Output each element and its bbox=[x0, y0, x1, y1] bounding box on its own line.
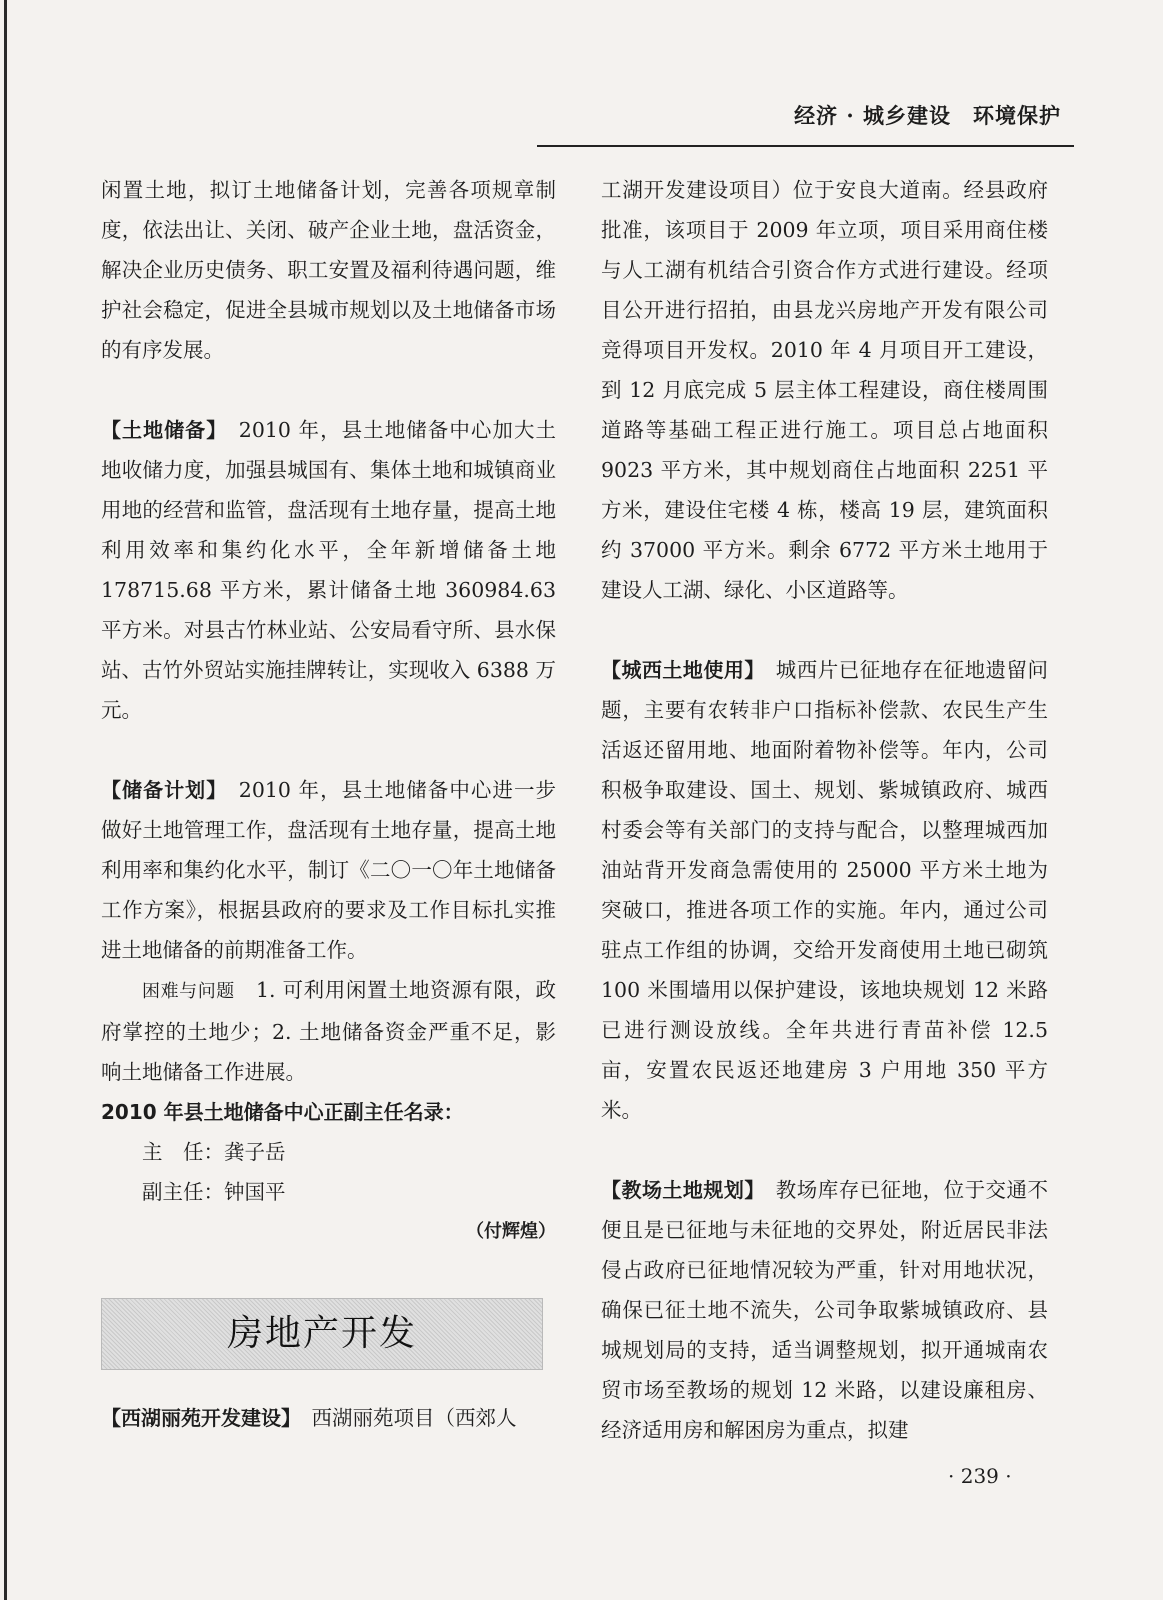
reserve-plan-title: 【储备计划】 bbox=[101, 778, 218, 802]
left-column bbox=[101, 170, 556, 1438]
xihu-title: 【西湖丽苑开发建设】 bbox=[101, 1406, 291, 1430]
xihu-continued-paragraph: 工湖开发建设项目）位于安良大道南。经县政府批准，该项目于 2009 年立项，项目采用商住楼与人工湖有机结合引资合作方式进行建设。经项目公开进行招拍，由县龙兴房地产开发有限公司竞得项目开发权。2010 年 4 月项目开工建设，到 12 月底完成 5 层主体工程建设，商住楼周围道路等基础工程正进行施工。项目总占地面积 9023 平方米，其中规划商住占地面积 2251 平方米，建设住宅楼 4 栋，楼高 19 层，建筑面积约 37000 平方米。剩余 6772 平方米土地用于建设人工湖、绿化、小区道路等。 bbox=[601, 178, 1048, 602]
xihu-paragraph bbox=[101, 1398, 556, 1438]
land-reserve-paragraph bbox=[101, 410, 556, 730]
chengxi-paragraph bbox=[601, 650, 1048, 1130]
chengxi-text: 城西片已征地存在征地遗留问题，主要有农转非户口指标补偿款、农民生产生活返还留用地、地面附着物补偿等。年内，公司积极争取建设、国土、规划、紫城镇政府、城西村委会等有关部门的支持与配合，以整理城西加油站背开发商急需使用的 25000 平方米土地为突破口，推进各项工作的实施。年内，通过公司驻点工作组的协调，交给开发商使用土地已砌筑 100 米围墙用以保护建设，该地块规划 12 米路已进行测设放线。全年共进行青苗补偿 12.5 亩，安置农民返还地建房 3 户用地 350 平方米。 bbox=[601, 658, 1049, 1122]
reserve-plan-text: 2010 年，县土地储备中心进一步做好土地管理工作，盘活现有土地存量，提高土地利用率和集约化水平，制订《二〇一〇年土地储备工作方案》，根据县政府的要求及工作目标扎实推进土地储备的前期准备工作。 bbox=[101, 778, 557, 962]
page-binding-edge bbox=[4, 0, 7, 1600]
author-credit: （付辉煌） bbox=[466, 1221, 556, 1242]
chengxi-title: 【城西土地使用】 bbox=[601, 658, 755, 682]
director-name: 主 任：龚子岳 bbox=[142, 1140, 286, 1164]
land-reserve-title: 【土地储备】 bbox=[101, 418, 218, 442]
issues-text: 1. 可利用闲置土地资源有限，政府掌控的土地少；2. 土地储备资金严重不足，影响土地储备工作进展。 bbox=[101, 978, 556, 1084]
page-number: · 239 · bbox=[948, 1464, 1012, 1488]
reserve-plan-paragraph bbox=[101, 770, 556, 970]
jiaochang-paragraph bbox=[601, 1170, 1048, 1450]
roster-title: 2010 年县土地储备中心正副主任名录： bbox=[101, 1100, 464, 1124]
jiaochang-title: 【教场土地规划】 bbox=[601, 1178, 755, 1202]
section-heading: 房地产开发 bbox=[226, 1313, 417, 1354]
section-heading-box bbox=[101, 1298, 543, 1370]
jiaochang-text: 教场库存已征地，位于交通不便且是已征地与未征地的交界处，附近居民非法侵占政府已征地情况较为严重，针对用地状况，确保已征土地不流失，公司争取紫城镇政府、县城规划局的支持，适当调整规划，拟开通城南农贸市场至教场的规划 12 米路，以建设廉租房、经济适用房和解困房为重点，拟建 bbox=[601, 1178, 1049, 1442]
land-reserve-text: 2010 年，县土地储备中心加大土地收储力度，加强县城国有、集体土地和城镇商业用地的经营和监管，盘活现有土地存量，提高土地利用效率和集约化水平，全年新增储备土地 178715.68 平方米，累计储备土地 360984.63 平方米。对县古竹林业站、公安局看守所、县水保站、古竹外贸站实施挂牌转让，实现收入 6388 万元。 bbox=[101, 418, 557, 722]
xihu-text: 西湖丽苑项目（西郊人 bbox=[291, 1406, 517, 1430]
running-header: 经济 · 城乡建设 环境保护 bbox=[794, 103, 1061, 128]
header-rule bbox=[537, 145, 1074, 147]
deputy-director-name: 副主任：钟国平 bbox=[142, 1180, 286, 1204]
left-intro-paragraph: 闲置土地，拟订土地储备计划，完善各项规章制度，依法出让、关闭、破产企业土地，盘活资金，解决企业历史债务、职工安置及福利待遇问题，维护社会稳定，促进全县城市规划以及土地储备市场的有序发展。 bbox=[101, 178, 556, 362]
right-column bbox=[601, 170, 1048, 1450]
issues-label: 困难与问题 bbox=[142, 981, 235, 1002]
issues-paragraph bbox=[101, 970, 556, 1092]
